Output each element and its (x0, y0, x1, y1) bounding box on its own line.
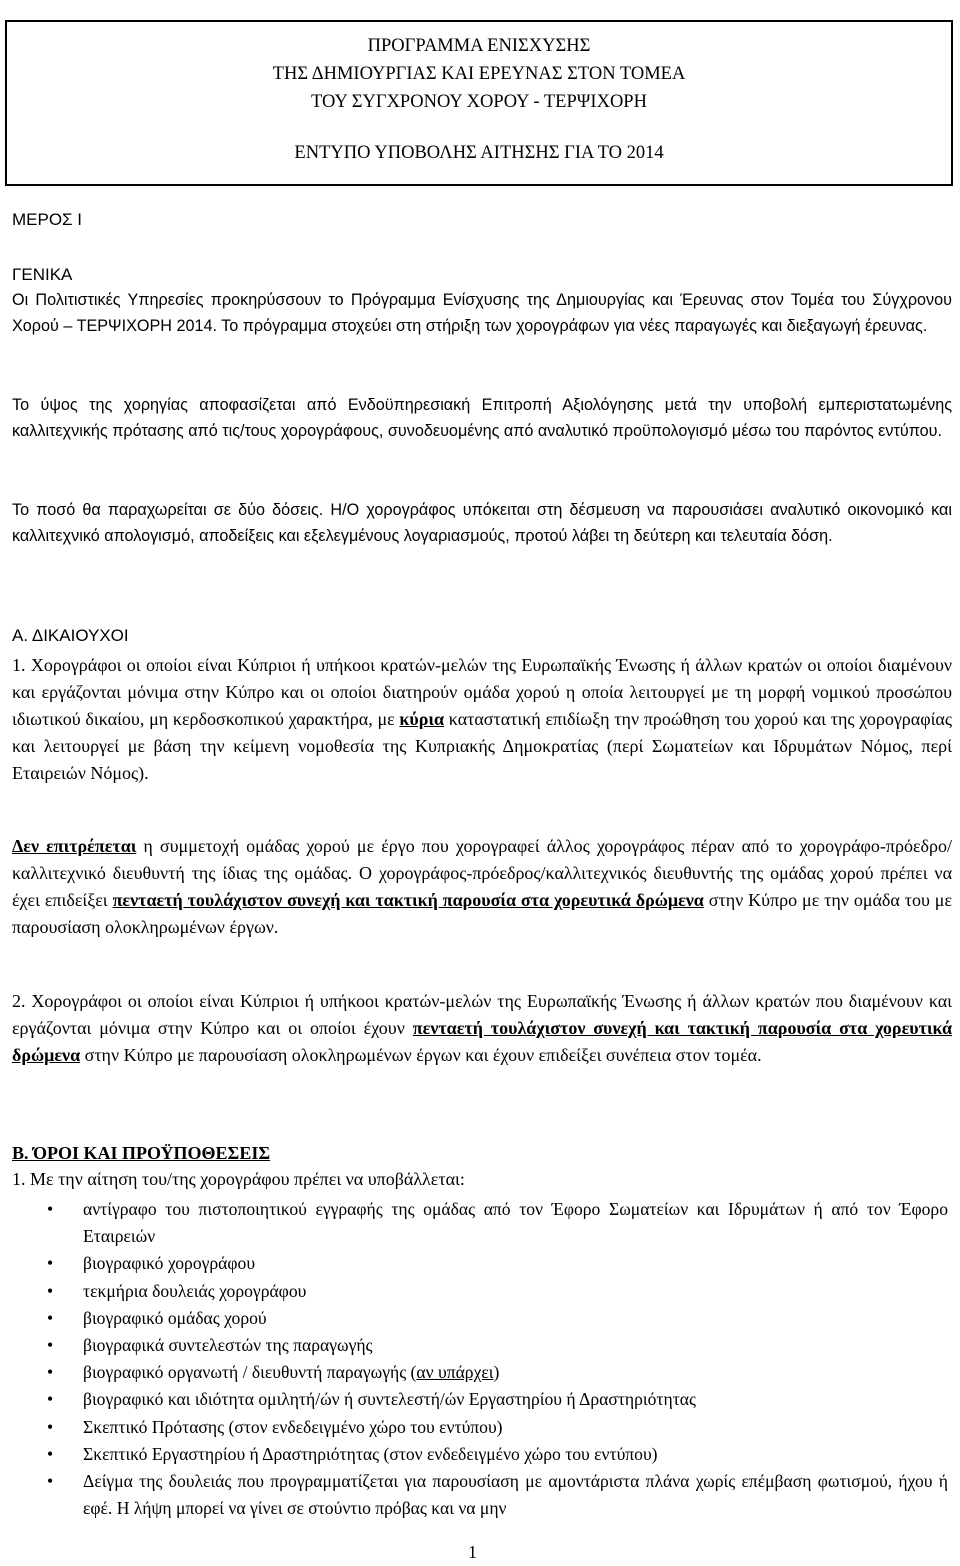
list-item: • Σκεπτικό Εργαστηρίου ή Δραστηριότητας (στον ενδεδειγμένο χώρο του εντύπου) (0, 1441, 948, 1468)
page-number: 1 (468, 1542, 477, 1562)
title-line-3: ΤΟΥ ΣΥΓΧΡΟΝΟΥ ΧΟΡΟΥ - ΤΕΡΨΙΧΟΡΗ (311, 92, 647, 112)
list-item: • βιογραφικό και ιδιότητα ομιλητή/ών ή συντελεστή/ών Εργαστηρίου ή Δραστηριότητας (0, 1386, 948, 1413)
bullet-icon: • (47, 1253, 54, 1274)
section-a-heading: Α. ΔΙΚΑΙΟΥΧΟΙ (12, 626, 129, 645)
eligibility-item-2: 2. Χορογράφοι οι οποίοι είναι Κύπριοι ή υπήκοοι κρατών-μελών της Ευρωπαϊκής Ένωσης ή άλλων κρατών που διαμένουν και εργάζονται μόνιμα στην Κύπρο και οι οποίοι έχουν πενταετή τουλάχιστον συνεχή και τακτική παρουσία στα χορευτικά δρώμενα στην Κύπρο με παρουσίαση ολοκληρωμένων έργων και έχουν επιδείξει συνέπεια στον τομέα. (12, 991, 952, 1065)
general-heading: ΓΕΝΙΚΑ (12, 265, 73, 284)
title-box (5, 20, 953, 186)
bullet-icon: • (47, 1362, 54, 1383)
general-paragraph-1: Οι Πολιτιστικές Υπηρεσίες προκηρύσσουν το Πρόγραμμα Ενίσχυσης της Δημιουργίας και Έρευνας στον Τομέα του Σύγχρονου Χορού – ΤΕΡΨΙΧΟΡΗ 2014. Το πρόγραμμα στοχεύει στη στήριξη των χορογράφων για νέες παραγωγές και διεξαγωγή έρευνας. (12, 291, 952, 335)
bullet-icon: • (47, 1280, 54, 1301)
list-item: • βιογραφικό χορογράφου (0, 1250, 948, 1277)
bullet-icon: • (47, 1199, 54, 1219)
part-heading: ΜΕΡΟΣ Ι (12, 210, 83, 229)
general-paragraph-2: Το ύψος της χορηγίας αποφασίζεται από Ενδοϋπηρεσιακή Επιτροπή Αξιολόγησης μετά την υποβολή εμπεριστατωμένης καλλιτεχνικής πρότασης από τις/τους χορογράφους, συνοδευομένης από αναλυτικό προϋπολογισμό μέσω του παρόντος εντύπου. (12, 396, 952, 440)
conditions-intro: 1. Με την αίτηση του/της χορογράφου πρέπει να υποβάλλεται: (12, 1169, 465, 1189)
underlined-main: κύρια (399, 709, 445, 729)
five-years-emphasis: πενταετή τουλάχιστον συνεχή και τακτική παρουσία στα χορευτικά δρώμενα (112, 890, 704, 910)
not-allowed-emphasis: Δεν επιτρέπεται (12, 836, 137, 856)
bullet-icon: • (47, 1443, 54, 1464)
if-any-emphasis: αν υπάρχει (416, 1362, 494, 1383)
bullet-icon: • (47, 1471, 54, 1492)
list-item: • βιογραφικό οργανωτή / διευθυντή παραγωγής (αν υπάρχει) (0, 1359, 948, 1386)
section-b-heading: Β. ΌΡΟΙ ΚΑΙ ΠΡΟΫΠΟΘΕΣΕΙΣ (12, 1143, 271, 1163)
list-item: • αντίγραφο του πιστοποιητικού εγγραφής της ομάδας από τον Έφορο Σωματείων και Ιδρυμάτων ή από τον Έφορο Εταιρειών (0, 1196, 948, 1250)
list-item: • βιογραφικά συντελεστών της παραγωγής (0, 1332, 948, 1359)
bullet-icon: • (47, 1307, 54, 1328)
bullet-icon: • (47, 1416, 54, 1437)
required-documents-list (0, 1196, 948, 1522)
list-item: • τεκμήρια δουλειάς χορογράφου (0, 1278, 948, 1305)
eligibility-item-1: 1. Χορογράφοι οι οποίοι είναι Κύπριοι ή υπήκοοι κρατών-μελών της Ευρωπαϊκής Ένωσης ή άλλων κρατών οι οποίοι διαμένουν και εργάζονται μόνιμα στην Κύπρο και οι οποίοι διατηρούν ομάδα χορού η οποία λειτουργεί με τη μορφή νομικού προσώπου ιδιωτικού δικαίου, μη κερδοσκοπικού χαρακτήρα, με κύρια καταστατική επιδίωξη την προώθηση του χορού και της χορογραφίας και λειτουργεί με βάση την κείμενη νομοθεσία της Κυπριακής Δημοκρατίας (περί Σωματείων και Ιδρυμάτων Νόμος, περί Εταιρειών Νόμος). (12, 655, 952, 783)
bullet-icon: • (47, 1335, 54, 1356)
list-item: • Σκεπτικό Πρότασης (στον ενδεδειγμένο χώρο του εντύπου) (0, 1414, 948, 1441)
list-item: • βιογραφικό ομάδας χορού (0, 1305, 948, 1332)
form-title: ΕΝΤΥΠΟ ΥΠΟΒΟΛΗΣ ΑΙΤΗΣΗΣ ΓΙΑ ΤΟ 2014 (294, 143, 664, 163)
eligibility-note: Δεν επιτρέπεται η συμμετοχή ομάδας χορού με έργο που χορογραφεί άλλος χορογράφος πέραν από το χορογράφο-πρόεδρο/καλλιτεχνικό διευθυντή της ίδιας της ομάδας. Ο χορογράφος-πρόεδρος/καλλιτεχνικός διευθυντής της ομάδας χορού πρέπει να έχει επιδείξει πενταετή τουλάχιστον συνεχή και τακτική παρουσία στα χορευτικά δρώμενα στην Κύπρο με την ομάδα του με παρουσίαση ολοκληρωμένων έργων. (12, 836, 953, 937)
general-paragraph-3: Το ποσό θα παραχωρείται σε δύο δόσεις. Η/Ο χορογράφος υπόκειται στη δέσμευση να παρουσιάσει αναλυτικό οικονομικό και καλλιτεχνικό απολογισμό, αποδείξεις και εξελεγμένους λογαριασμούς, προτού λάβει τη δεύτερη και τελευταία δόση. (12, 501, 952, 545)
list-item: • Δείγμα της δουλειάς που προγραμματίζεται για παρουσίαση με αμοντάριστα πλάνα χωρίς επέμβαση φωτισμού, ήχου ή εφέ. Η λήψη μπορεί να γίνει σε στούντιο πρόβας και να μην (0, 1468, 948, 1522)
bullet-icon: • (47, 1389, 54, 1410)
title-line-2: ΤΗΣ ΔΗΜΙΟΥΡΓΙΑΣ ΚΑΙ ΕΡΕΥΝΑΣ ΣΤΟΝ ΤΟΜΕΑ (272, 64, 686, 84)
title-line-1: ΠΡΟΓΡΑΜΜΑ ΕΝΙΣΧΥΣΗΣ (367, 36, 591, 56)
five-years-emphasis-2: πενταετή τουλάχιστον συνεχή και τακτική παρουσία στα χορευτικά δρώμενα (12, 1018, 952, 1065)
